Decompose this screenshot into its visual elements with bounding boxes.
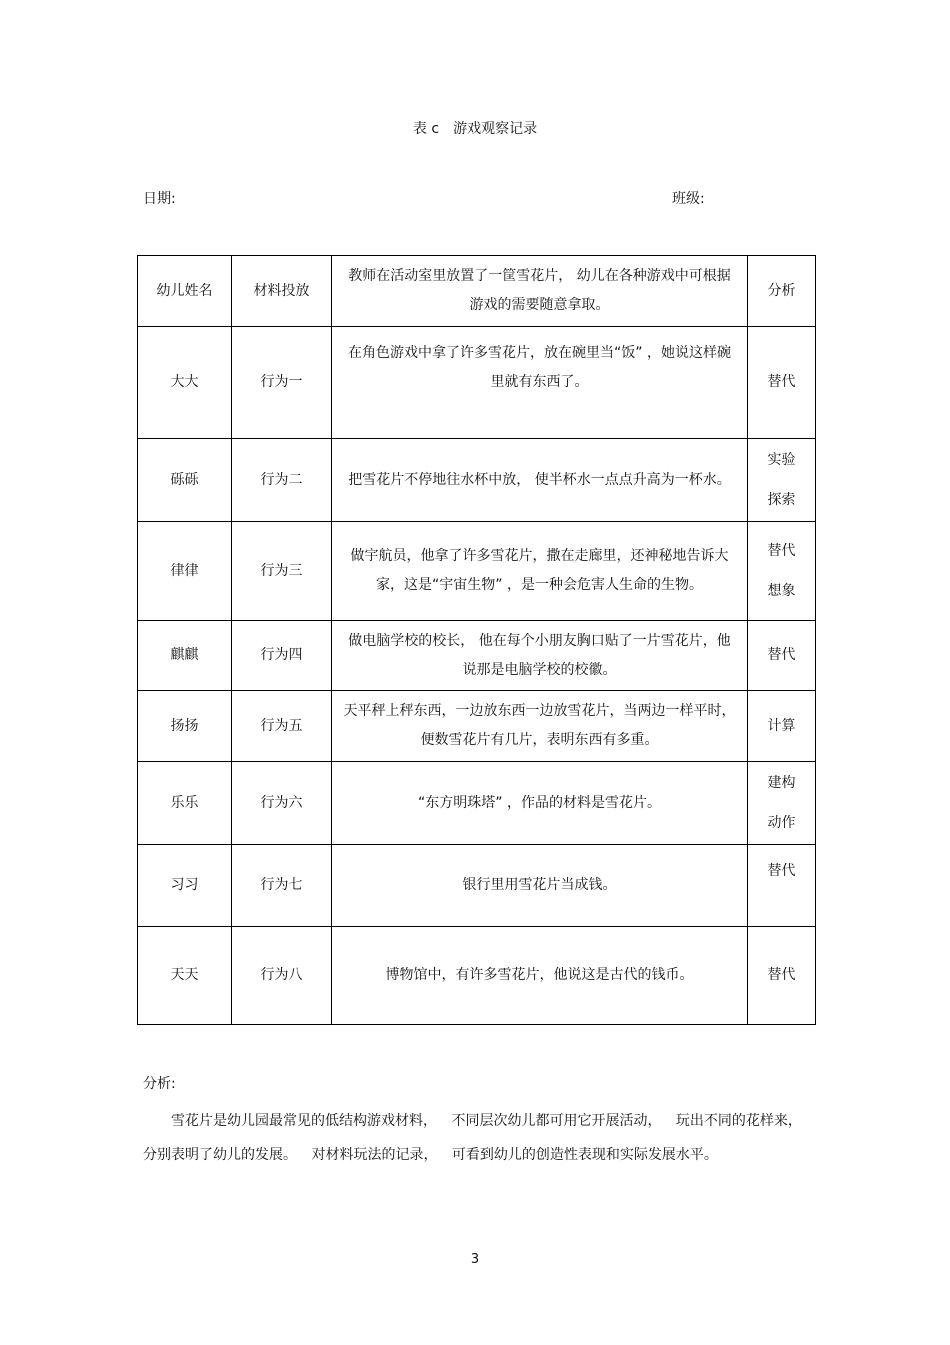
table-row [138, 691, 816, 762]
date-label: 日期: [143, 191, 176, 207]
table-row [138, 522, 816, 621]
row-description: 做宇航员，他拿了许多雪花片，撒在走廊里，还神秘地告诉大家，这是“宇宙生物” ，是一种会危害人生命的生物。 [332, 522, 748, 621]
row-name: 大大 [138, 327, 232, 439]
row-name: 律律 [138, 522, 232, 621]
row-description: 把雪花片不停地往水杯中放， 使半杯水一点点升高为一杯水。 [332, 439, 748, 522]
table-title: 游戏观察记录 [453, 121, 538, 137]
row-analysis: 计算 [748, 691, 816, 762]
row-name: 麒麒 [138, 621, 232, 691]
analysis-line: 探索 [767, 492, 796, 508]
row-analysis: 替代 [748, 327, 816, 439]
row-name: 扬扬 [138, 691, 232, 762]
document-title [0, 118, 950, 138]
row-analysis [748, 762, 816, 845]
header-name: 幼儿姓名 [138, 256, 232, 327]
row-behavior: 行为二 [232, 439, 332, 522]
row-behavior: 行为六 [232, 762, 332, 845]
row-name: 习习 [138, 845, 232, 927]
table-header-row [138, 256, 816, 327]
row-behavior: 行为一 [232, 327, 332, 439]
table-row [138, 621, 816, 691]
class-label: 班级: [672, 191, 705, 207]
row-behavior: 行为七 [232, 845, 332, 927]
table-row [138, 845, 816, 927]
row-name: 天天 [138, 927, 232, 1025]
row-description: 博物馆中，有许多雪花片，他说这是古代的钱币。 [332, 927, 748, 1025]
header-material: 材料投放 [232, 256, 332, 327]
analysis-paragraph: 雪花片是幼儿园最常见的低结构游戏材料， 不同层次幼儿都可用它开展活动， 玩出不同的花样来， 分别表明了幼儿的发展。 对材料玩法的记录， 可看到幼儿的创造性表现和实际发展水平。 [143, 1113, 802, 1163]
analysis-heading: 分析: [143, 1076, 176, 1092]
table-row [138, 439, 816, 522]
row-description: 在角色游戏中拿了许多雪花片，放在碗里当“饭” ，她说这样碗里就有东西了。 [332, 327, 748, 439]
row-behavior: 行为五 [232, 691, 332, 762]
table-row [138, 327, 816, 439]
row-analysis: 替代 [748, 927, 816, 1025]
table-row [138, 927, 816, 1025]
header-description: 教师在活动室里放置了一筐雪花片， 幼儿在各种游戏中可根据游戏的需要随意拿取。 [332, 256, 748, 327]
row-description: 做电脑学校的校长， 他在每个小朋友胸口贴了一片雪花片，他说那是电脑学校的校徽。 [332, 621, 748, 691]
table-row [138, 762, 816, 845]
analysis-line: 实验 [767, 452, 796, 468]
header-analysis: 分析 [748, 256, 816, 327]
row-analysis [748, 439, 816, 522]
row-behavior: 行为四 [232, 621, 332, 691]
row-description: 天平秤上秤东西，一边放东西一边放雪花片，当两边一样平时，便数雪花片有几片，表明东西有多重。 [332, 691, 748, 762]
row-name: 砾砾 [138, 439, 232, 522]
row-analysis: 替代 [748, 621, 816, 691]
observation-table [137, 255, 816, 1025]
analysis-line: 想象 [767, 583, 796, 599]
row-analysis: 替代 [748, 845, 816, 927]
analysis-line: 替代 [767, 543, 796, 559]
row-analysis [748, 522, 816, 621]
row-description: “东方明珠塔” ，作品的材料是雪花片。 [332, 762, 748, 845]
row-description: 银行里用雪花片当成钱。 [332, 845, 748, 927]
analysis-line: 动作 [767, 815, 796, 831]
row-behavior: 行为三 [232, 522, 332, 621]
row-behavior: 行为八 [232, 927, 332, 1025]
page-number: 3 [470, 1252, 480, 1267]
row-name: 乐乐 [138, 762, 232, 845]
table-id: 表 c [412, 121, 440, 137]
analysis-line: 建构 [767, 775, 796, 791]
